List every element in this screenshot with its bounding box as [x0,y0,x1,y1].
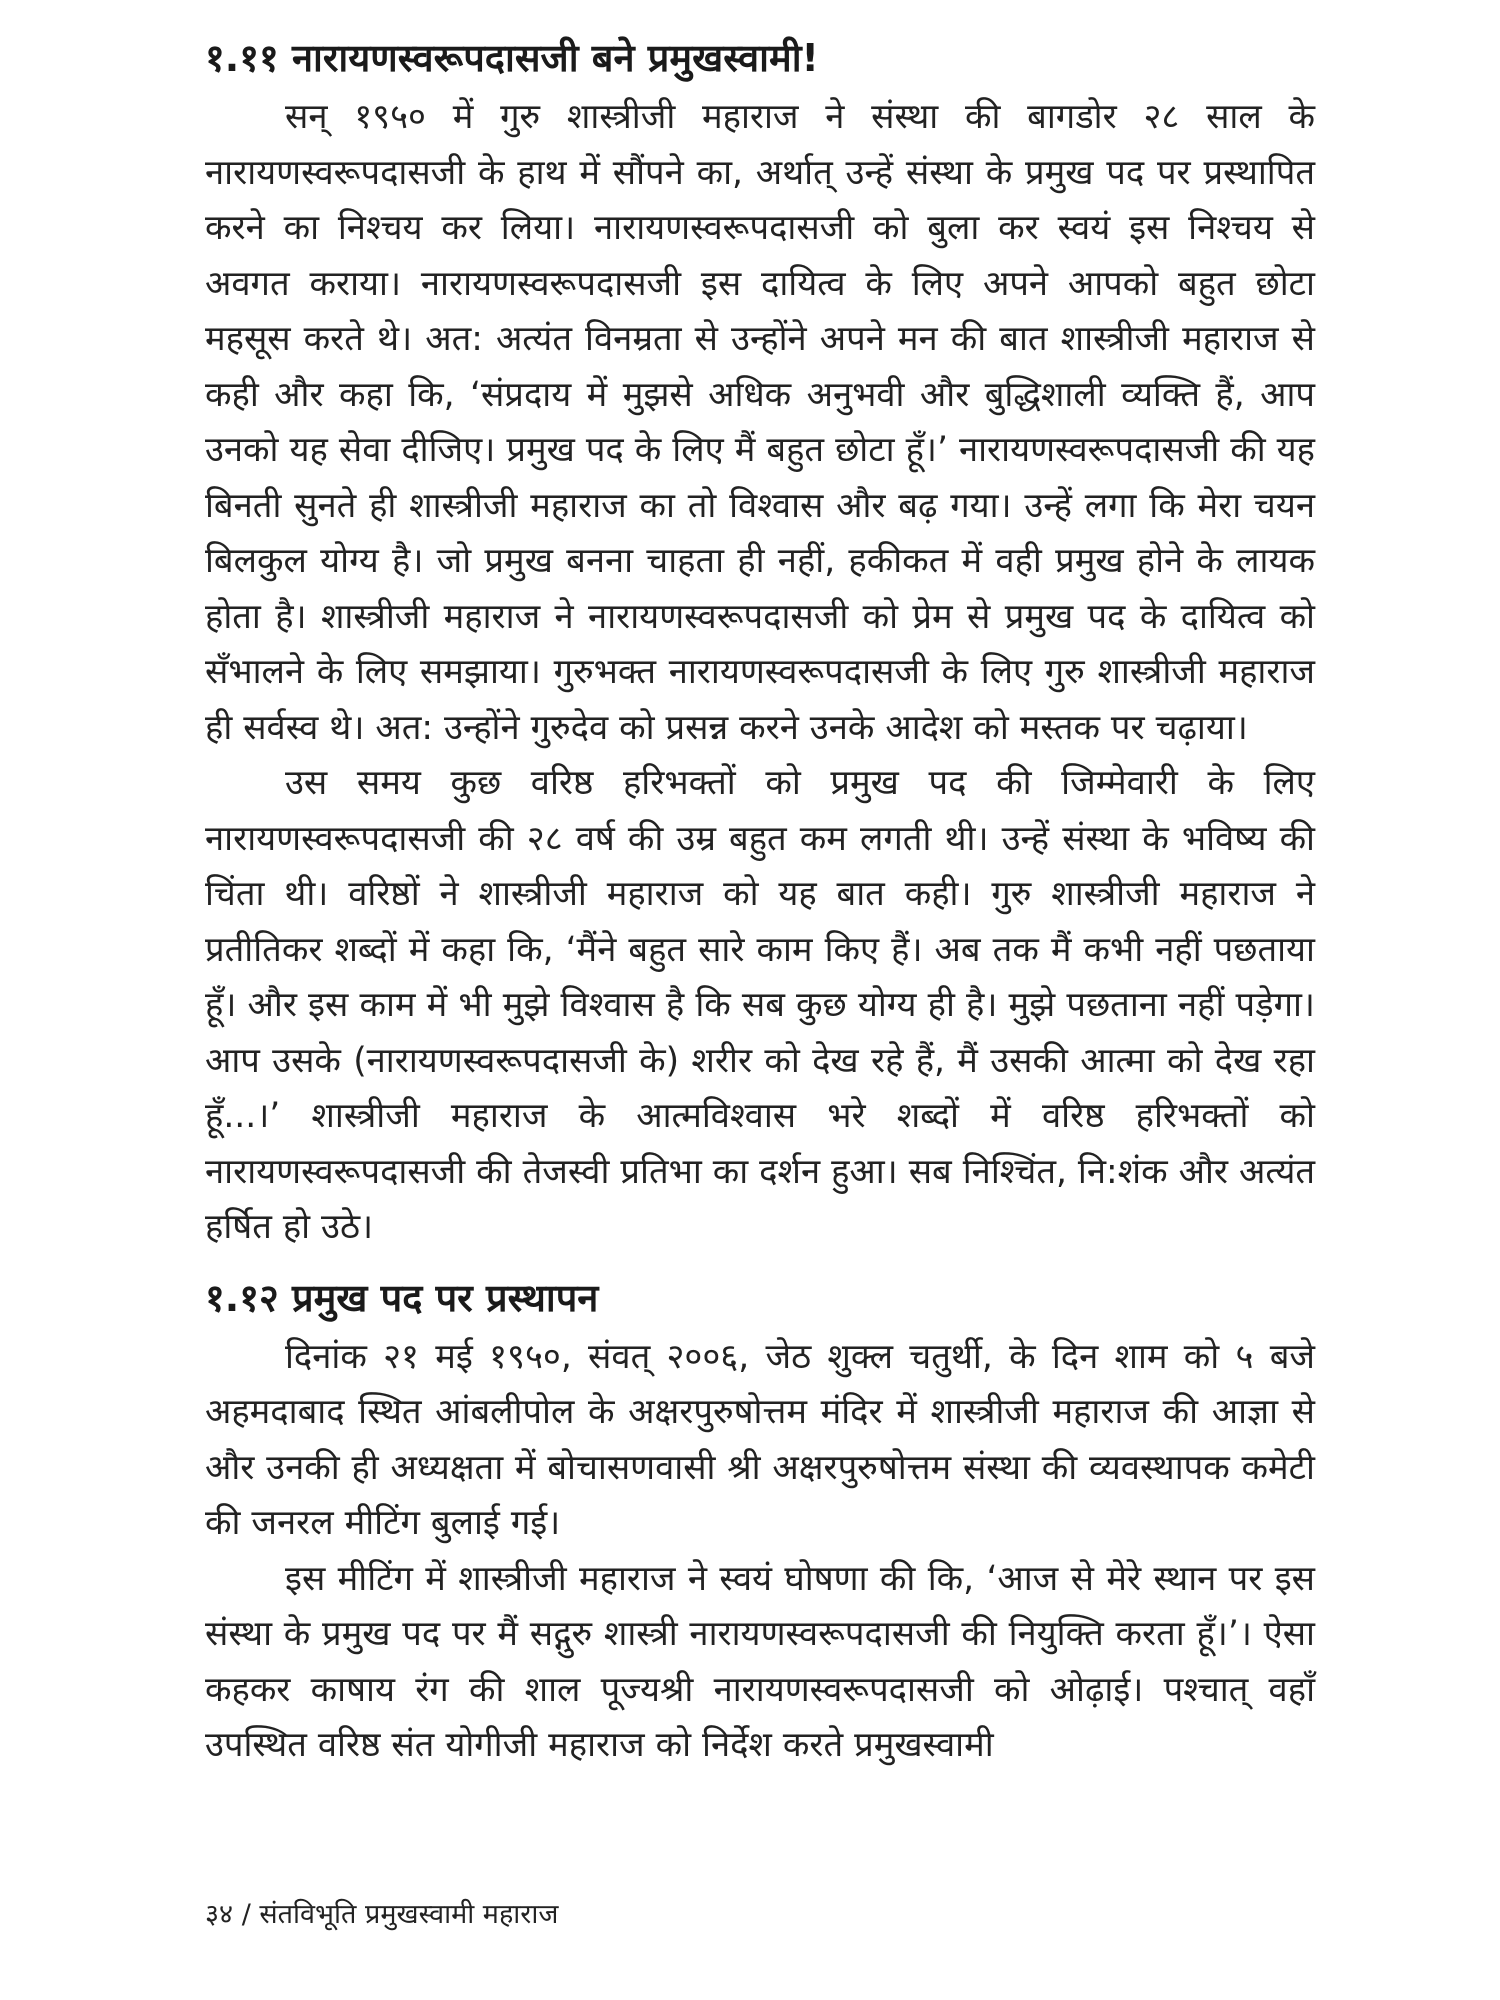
book-title: संतविभूति प्रमुखस्वामी महाराज [259,1899,559,1930]
paragraph: उस समय कुछ वरिष्ठ हरिभक्तों को प्रमुख पद की जिम्मेवारी के लिए नारायणस्वरूपदासजी की २८ वर्ष की उम्र बहुत कम लगती थी। उन्हें संस्था के भविष्य की चिंता थी। वरिष्ठों ने शास्त्रीजी महाराज को यह बात कही। गुरु शास्त्रीजी महाराज ने प्रतीतिकर शब्दों में कहा कि, ‘मैंने बहुत सारे काम किए हैं। अब तक मैं कभी नहीं पछताया हूँ। और इस काम में भी मुझे विश्वास है कि सब कुछ योग्य ही है। मुझे पछताना नहीं पड़ेगा। आप उसके (नारायणस्वरूपदासजी के) शरीर को देख रहे हैं, मैं उसकी आत्मा को देख रहा हूँ...।’ शास्त्रीजी महाराज के आत्मविश्वास भरे शब्दों में वरिष्ठ हरिभक्तों को नारायणस्वरूपदासजी की तेजस्वी प्रतिभा का दर्शन हुआ। सब निश्चिंत, नि:शंक और अत्यंत हर्षित हो उठे। [205,763,1315,1247]
paragraph: दिनांक २१ मई १९५०, संवत् २००६, जेठ शुक्ल चतुर्थी, के दिन शाम को ५ बजे अहमदाबाद स्थित आंबलीपोल के अक्षरपुरुषोत्तम मंदिर में शास्त्रीजी महाराज की आज्ञा से और उनकी ही अध्यक्षता में बोचासणवासी श्री अक्षरपुरुषोत्तम संस्था की व्यवस्थापक कमेटी की जनरल मीटिंग बुलाई गई। [205,1336,1315,1543]
section-heading-1-12: १.१२ प्रमुख पद पर प्रस्थापन [205,1275,599,1320]
page-footer [205,1895,558,1935]
book-page [205,30,1315,1960]
section-heading-1-11: १.११ नारायणस्वरूपदासजी बने प्रमुखस्वामी! [205,36,819,80]
paragraph: इस मीटिंग में शास्त्रीजी महाराज ने स्वयं घोषणा की कि, ‘आज से मेरे स्थान पर इस संस्था के प्रमुख पद पर मैं सद्गुरु शास्त्री नारायणस्वरूपदासजी की नियुक्ति करता हूँ।’। ऐसा कहकर काषाय रंग की शाल पूज्यश्री नारायणस्वरूपदासजी को ओढ़ाई। पश्चात् वहाँ उपस्थित वरिष्ठ संत योगीजी महाराज को निर्देश करते प्रमुखस्वामी [205,1558,1315,1765]
page-number: ३४ [205,1899,234,1930]
paragraph: सन् १९५० में गुरु शास्त्रीजी महाराज ने संस्था की बागडोर २८ साल के नारायणस्वरूपदासजी के हाथ में सौंपने का, अर्थात् उन्हें संस्था के प्रमुख पद पर प्रस्थापित करने का निश्चय कर लिया। नारायणस्वरूपदासजी को बुला कर स्वयं इस निश्चय से अवगत कराया। नारायणस्वरूपदासजी इस दायित्व के लिए अपने आपको बहुत छोटा महसूस करते थे। अत: अत्यंत विनम्रता से उन्होंने अपने मन की बात शास्त्रीजी महाराज से कही और कहा कि, ‘संप्रदाय में मुझसे अधिक अनुभवी और बुद्धिशाली व्यक्ति हैं, आप उनको यह सेवा दीजिए। प्रमुख पद के लिए मैं बहुत छोटा हूँ।’ नारायणस्वरूपदासजी की यह बिनती सुनते ही शास्त्रीजी महाराज का तो विश्वास और बढ़ गया। उन्हें लगा कि मेरा चयन बिलकुल योग्य है। जो प्रमुख बनना चाहता ही नहीं, हकीकत में वही प्रमुख होने के लायक होता है। शास्त्रीजी महाराज ने नारायणस्वरूपदासजी को प्रेम से प्रमुख पद के दायित्व को सँभालने के लिए समझाया। गुरुभक्त नारायणस्वरूपदासजी के लिए गुरु शास्त्रीजी महाराज ही सर्वस्व थे। अत: उन्होंने गुरुदेव को प्रसन्न करने उनके आदेश को मस्तक पर चढ़ाया। [205,97,1315,748]
footer-separator: / [241,1899,251,1930]
